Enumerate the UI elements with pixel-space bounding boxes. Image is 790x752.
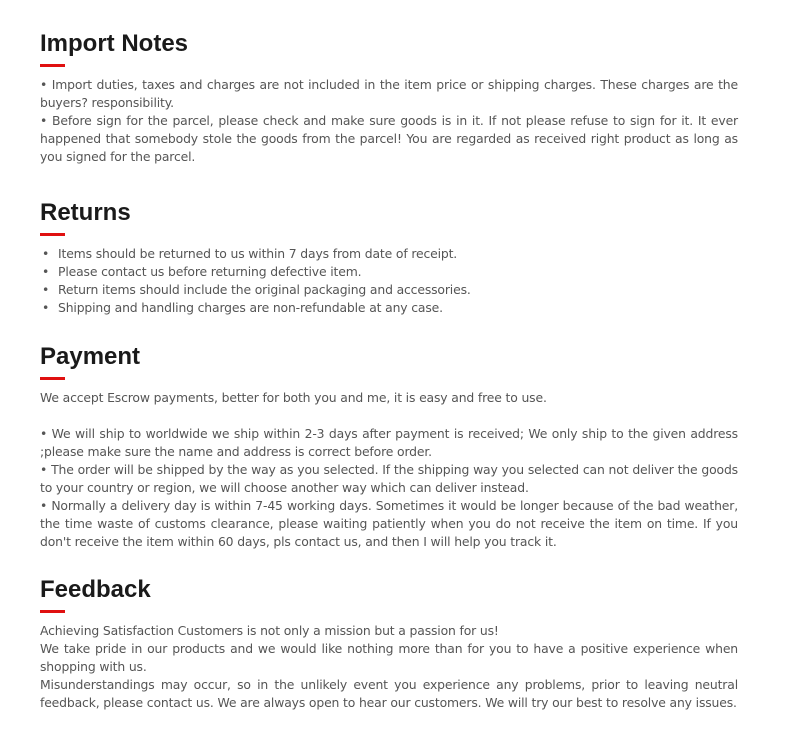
bullet: • (42, 264, 50, 279)
list-item-text: Return items should include the original packaging and accessories. (58, 282, 471, 297)
list-item (40, 299, 738, 317)
payment-item: • Normally a delivery day is within 7-45 working days. Sometimes it would be longer because of the bad weather, the time waste of customs clearance, please waiting patiently when you do not receive the item on time. If you don't receive the item within 60 days, pls contact us, and then I will help you track it. (40, 498, 738, 549)
heading-underline (40, 233, 65, 236)
returns-list (40, 245, 738, 317)
payment-section (40, 343, 738, 551)
list-item (40, 281, 738, 299)
feedback-paragraph: We take pride in our products and we would like nothing more than for you to have a positive experience when shopping with us. (40, 641, 738, 674)
feedback-paragraph: Misunderstandings may occur, so in the unlikely event you experience any problems, prior to leaving neutral feedback, please contact us. We are always open to hear our customers. We will try our best to resolve any issues. (40, 677, 738, 710)
paragraph-spacer (40, 407, 738, 425)
bullet: • (42, 282, 50, 297)
list-item (40, 245, 738, 263)
import-note-item: • Import duties, taxes and charges are not included in the item price or shipping charges. These charges are the buyers? responsibility. (40, 77, 738, 110)
list-item-text: Shipping and handling charges are non-refundable at any case. (58, 300, 443, 315)
list-item-text: Items should be returned to us within 7 days from date of receipt. (58, 246, 458, 261)
import-notes-body (40, 76, 738, 166)
payment-item: • We will ship to worldwide we ship within 2-3 days after payment is received; We only ship to the given address ;please make sure the name and address is correct before order. (40, 426, 738, 459)
bullet: • (42, 246, 50, 261)
import-notes-heading: Import Notes (40, 30, 189, 57)
list-item-text: Please contact us before returning defective item. (58, 264, 362, 279)
feedback-body (40, 622, 738, 712)
returns-section (40, 199, 738, 317)
list-item (40, 263, 738, 281)
feedback-section (40, 576, 738, 712)
import-note-item: • Before sign for the parcel, please check and make sure goods is in it. If not please refuse to sign for it. It ever happened that somebody stole the goods from the parcel! You are regarded as received right product as long as you signed for the parcel. (40, 113, 738, 164)
import-notes-section (40, 30, 738, 166)
payment-item: • The order will be shipped by the way as you selected. If the shipping way you selected can not deliver the goods to your country or region, we will choose another way which can deliver instead. (40, 462, 738, 495)
heading-underline (40, 64, 65, 67)
heading-underline (40, 610, 65, 613)
payment-intro: We accept Escrow payments, better for both you and me, it is easy and free to use. (40, 390, 547, 405)
feedback-heading: Feedback (40, 576, 151, 603)
bullet: • (42, 300, 50, 315)
payment-heading: Payment (40, 343, 141, 370)
payment-body (40, 389, 738, 551)
heading-underline (40, 377, 65, 380)
returns-heading: Returns (40, 199, 131, 226)
feedback-paragraph: Achieving Satisfaction Customers is not only a mission but a passion for us! (40, 623, 499, 638)
